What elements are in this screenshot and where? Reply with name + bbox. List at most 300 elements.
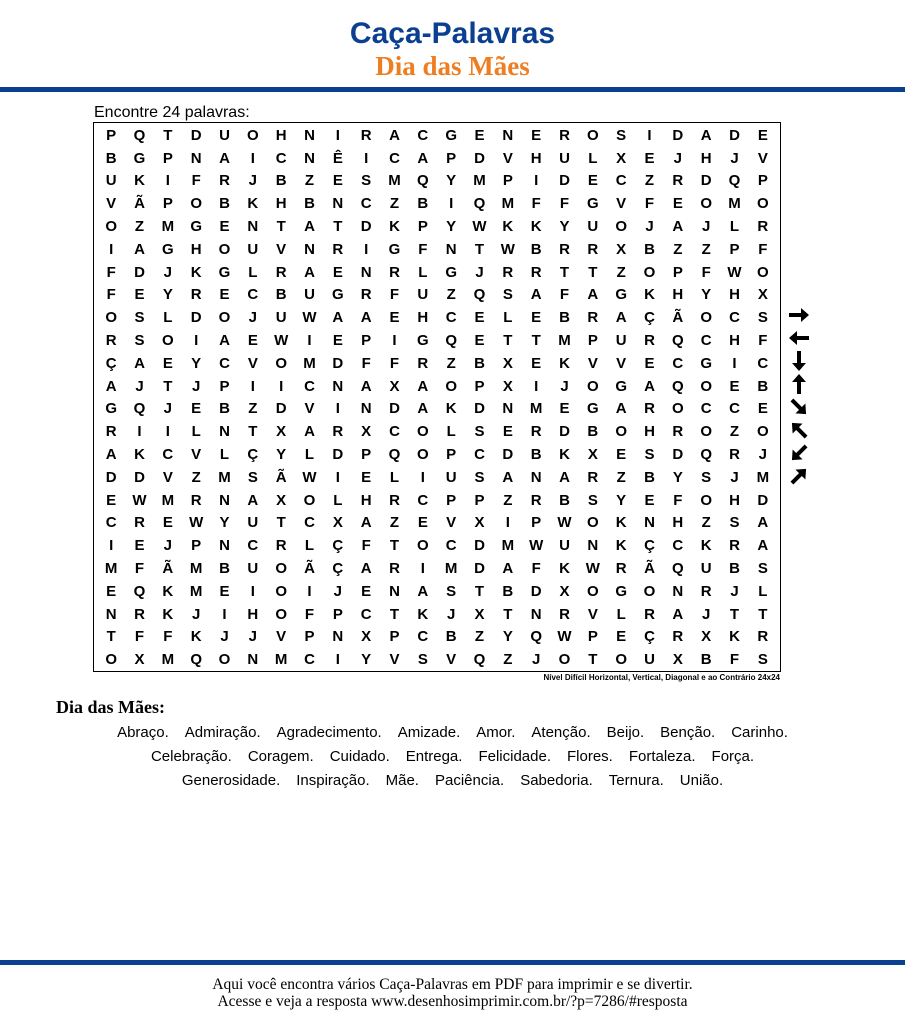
grid-cell: Z [134, 218, 145, 236]
grid-cell: X [276, 491, 287, 509]
grid-cell: E [389, 309, 400, 327]
grid-cell: F [134, 628, 145, 646]
grid-cell: A [304, 218, 315, 236]
grid-cell: Q [416, 172, 429, 190]
grid-cell: N [304, 240, 315, 258]
grid-cell: W [302, 468, 317, 486]
grid-cell: R [332, 240, 344, 258]
grid-cell: R [389, 491, 400, 509]
grid-cell: R [190, 491, 202, 509]
grid-cell: S [644, 445, 655, 463]
grid-cell: A [360, 309, 372, 327]
grid-cell: E [134, 286, 145, 304]
grid-cell: Z [701, 514, 711, 532]
grid-cell: V [446, 514, 457, 532]
grid-cell: P [474, 491, 485, 509]
grid-cell: J [191, 605, 201, 623]
grid-cell: P [531, 514, 542, 532]
grid-cell: L [333, 491, 343, 509]
grid-cell: R [672, 172, 684, 190]
grid-cell: F [418, 240, 428, 258]
word-item: Atenção. [531, 724, 591, 741]
grid-cell: C [389, 149, 400, 167]
grid-cell: Q [671, 559, 684, 577]
grid-cell: O [586, 126, 599, 144]
word-item: Felicidade. [478, 748, 551, 765]
grid-cell: D [134, 263, 145, 281]
grid-cell: F [304, 605, 315, 623]
grid-cell: M [104, 559, 118, 577]
grid-cell: C [672, 354, 684, 372]
grid-cell: B [559, 309, 570, 327]
grid-cell: E [672, 195, 683, 213]
grid-cell: T [588, 651, 598, 669]
grid-cell: J [446, 605, 456, 623]
grid-cell: B [219, 195, 230, 213]
grid-cell: S [757, 309, 768, 327]
grid-cell: C [105, 514, 117, 532]
grid-cell: B [530, 445, 542, 463]
grid-cell: A [417, 149, 429, 167]
grid-cell: V [757, 149, 768, 167]
grid-cell: S [616, 126, 627, 144]
grid-cell: C [360, 195, 372, 213]
grid-cell: D [474, 400, 485, 418]
word-item: Agradecimento. [276, 724, 382, 741]
grid-cell: J [163, 263, 172, 281]
grid-cell: P [672, 263, 683, 281]
grid-cell: Q [133, 582, 146, 600]
grid-cell: N [219, 537, 230, 555]
grid-cell: Y [276, 445, 287, 463]
grid-cell: V [276, 240, 287, 258]
grid-cell: I [194, 332, 199, 349]
grid-cell: H [644, 423, 655, 441]
grid-cell: Q [133, 400, 146, 418]
grid-cell: X [361, 628, 372, 646]
grid-cell: K [247, 195, 259, 213]
grid-cell: Ç [105, 354, 117, 372]
grid-cell: N [360, 263, 372, 281]
word-item: Mãe. [385, 772, 419, 789]
grid-cell: E [332, 263, 343, 281]
grid-cell: E [219, 582, 230, 600]
grid-cell: J [701, 605, 711, 623]
grid-cell: F [361, 354, 371, 372]
grid-cell: M [161, 491, 175, 509]
grid-cell: R [700, 582, 712, 600]
grid-cell: H [729, 491, 740, 509]
grid-cell: O [218, 309, 231, 327]
grid-cell: G [190, 218, 202, 236]
grid-cell: U [247, 559, 259, 577]
word-list-title: Dia das Mães: [56, 697, 165, 717]
grid-cell: Y [701, 286, 712, 304]
grid-cell: Z [389, 514, 400, 532]
grid-cell: B [644, 468, 655, 486]
grid-cell: J [730, 149, 739, 167]
grid-cell: E [531, 309, 542, 327]
grid-cell: B [275, 172, 287, 190]
grid-cell: V [446, 651, 457, 669]
word-item: Admiração. [184, 724, 261, 741]
grid-cell: B [445, 628, 457, 646]
grid-cell: I [420, 559, 425, 577]
grid-cell: X [502, 354, 513, 372]
word-item: Benção. [660, 724, 716, 741]
grid-cell: M [303, 354, 316, 372]
grid-cell: J [191, 377, 201, 395]
grid-cell: H [360, 491, 372, 509]
grid-cell: B [729, 559, 740, 577]
grid-cell: W [557, 514, 572, 532]
grid-cell: O [218, 240, 231, 258]
grid-cell: E [644, 491, 655, 509]
grid-cell: L [304, 537, 315, 555]
grid-cell: M [274, 651, 288, 669]
grid-cell: T [503, 332, 513, 349]
grid-cell: L [446, 423, 456, 441]
grid-cell: O [246, 126, 259, 144]
grid-cell: T [474, 240, 485, 258]
grid-cell: E [616, 445, 627, 463]
grid-cell: R [729, 445, 740, 463]
grid-cell: D [474, 149, 485, 167]
page-title: Caça-Palavras [349, 17, 556, 50]
grid-cell: P [361, 332, 372, 349]
grid-cell: R [530, 423, 542, 441]
grid-cell: C [360, 605, 372, 623]
grid-cell: E [162, 514, 173, 532]
grid-cell: O [416, 423, 429, 441]
grid-cell: D [190, 126, 202, 144]
grid-cell: M [444, 559, 458, 577]
grid-cell: V [276, 628, 287, 646]
grid-cell: X [672, 651, 683, 669]
grid-cell: O [756, 195, 769, 213]
grid-cell: D [672, 445, 684, 463]
grid-cell: O [700, 195, 712, 213]
grid-cell: M [756, 468, 770, 486]
grid-cell: E [474, 126, 485, 144]
grid-cell: D [275, 400, 287, 418]
grid-cell: H [672, 514, 684, 532]
grid-cell: X [587, 445, 598, 463]
word-item: Coragem. [247, 748, 314, 765]
grid-cell: E [247, 332, 258, 349]
grid-cell: E [219, 218, 230, 236]
grid-cell: L [304, 445, 315, 463]
grid-cell: B [219, 400, 230, 418]
grid-cell: H [672, 286, 684, 304]
grid-cell: U [304, 286, 315, 304]
grid-cell: N [304, 126, 315, 144]
grid-cell: I [307, 582, 312, 600]
grid-cell: E [757, 126, 768, 144]
word-item: Beijo. [606, 724, 645, 741]
grid-cell: T [531, 332, 541, 349]
grid-cell: U [587, 218, 599, 236]
grid-cell: J [475, 263, 484, 281]
grid-cell: D [134, 468, 145, 486]
grid-cell: J [220, 628, 229, 646]
grid-cell: P [757, 172, 768, 190]
grid-cell: O [416, 537, 429, 555]
grid-cell: F [191, 172, 201, 190]
grid-cell: R [502, 263, 514, 281]
grid-cell: U [445, 468, 457, 486]
grid-cell: V [106, 195, 117, 213]
grid-cell: Q [473, 651, 486, 669]
grid-cell: Z [644, 172, 655, 190]
grid-cell: K [162, 605, 174, 623]
grid-cell: Ã [134, 195, 145, 213]
footer-link-text: Acesse e veja a resposta www.desenhosimprimir.com.br/?p=7286/#resposta [217, 993, 688, 1010]
grid-cell: R [559, 605, 570, 623]
grid-cell: R [530, 491, 542, 509]
grid-cell: P [587, 628, 598, 646]
grid-cell: B [275, 286, 287, 304]
grid-cell: P [162, 195, 173, 213]
grid-cell: Q [530, 628, 542, 646]
grid-cell: U [700, 559, 712, 577]
grid-cell: O [700, 377, 712, 395]
grid-cell: H [247, 605, 259, 623]
grid-cell: B [105, 149, 117, 167]
grid-cell: W [472, 218, 487, 236]
grid-cell: I [250, 377, 255, 395]
grid-cell: J [560, 377, 569, 395]
grid-cell: M [218, 468, 231, 486]
grid-cell: X [276, 423, 287, 441]
grid-cell: O [700, 309, 712, 327]
grid-cell: Ã [672, 309, 684, 327]
grid-cell: D [389, 400, 400, 418]
grid-cell: K [134, 172, 145, 190]
grid-cell: D [360, 218, 372, 236]
grid-cell: E [502, 423, 513, 441]
grid-cell: I [165, 423, 170, 441]
grid-cell: E [106, 491, 117, 509]
grid-cell: Y [616, 491, 627, 509]
grid-cell: D [729, 126, 740, 144]
grid-cell: Y [559, 218, 570, 236]
grid-cell: Q [671, 332, 684, 349]
grid-cell: I [335, 126, 340, 144]
grid-cell: P [361, 445, 372, 463]
grid-cell: A [304, 263, 315, 281]
grid-cell: L [418, 263, 428, 281]
grid-cell: O [558, 651, 571, 669]
grid-cell: K [417, 605, 429, 623]
grid-cell: U [644, 651, 655, 669]
grid-cell: R [389, 559, 400, 577]
grid-cell: Ã [644, 559, 655, 577]
grid-cell: M [161, 651, 175, 669]
grid-cell: S [474, 468, 485, 486]
grid-cell: U [247, 514, 259, 532]
grid-cell: T [248, 423, 258, 441]
grid-cell: A [360, 559, 372, 577]
word-list-line [0, 748, 905, 766]
grid-cell: O [105, 218, 117, 236]
grid-cell: P [219, 377, 230, 395]
grid-cell: N [530, 605, 542, 623]
grid-cell: Y [219, 514, 230, 532]
grid-cell: F [163, 628, 173, 646]
word-item: Inspiração. [296, 772, 370, 789]
grid-cell: Z [673, 240, 683, 258]
grid-cell: C [304, 514, 315, 532]
grid-cell: H [729, 332, 740, 349]
grid-cell: J [248, 309, 257, 327]
grid-cell: S [701, 468, 712, 486]
grid-cell: N [332, 628, 344, 646]
grid-cell: C [615, 172, 627, 190]
grid-cell: X [134, 651, 145, 669]
grid-cell: H [417, 309, 429, 327]
grid-cell: Z [701, 240, 711, 258]
grid-cell: Z [191, 468, 201, 486]
grid-cell: F [389, 286, 400, 304]
grid-cell: O [643, 263, 656, 281]
grid-cell: Ç [247, 445, 259, 463]
grid-cell: D [559, 172, 570, 190]
grid-cell: A [219, 149, 230, 167]
grid-cell: F [644, 195, 655, 213]
grid-cell: L [729, 218, 740, 236]
grid-cell: W [500, 240, 515, 258]
grid-cell: P [106, 126, 117, 144]
grid-cell: T [729, 605, 740, 623]
grid-cell: N [389, 582, 400, 600]
grid-cell: A [134, 354, 145, 372]
grid-cell: P [332, 605, 343, 623]
grid-cell: P [446, 149, 457, 167]
grid-cell: O [756, 263, 769, 281]
grid-cell: J [673, 149, 682, 167]
grid-cell: I [307, 332, 312, 349]
grid-cell: P [587, 332, 598, 349]
grid-cell: W [557, 628, 572, 646]
grid-cell: I [534, 377, 539, 395]
direction-legend [785, 304, 813, 487]
grid-cell: E [191, 400, 202, 418]
grid-cell: D [502, 445, 514, 463]
grid-cell: Q [388, 445, 401, 463]
grid-cell: A [417, 582, 429, 600]
grid-cell: F [531, 559, 541, 577]
grid-cell: D [105, 468, 117, 486]
grid-cell: D [672, 126, 684, 144]
grid-cell: A [360, 377, 372, 395]
grid-cell: Q [728, 172, 741, 190]
grid-cell: E [587, 172, 598, 190]
grid-cell: C [672, 537, 684, 555]
grid-cell: U [219, 126, 230, 144]
grid-cell: U [275, 309, 287, 327]
grid-cell: A [672, 218, 684, 236]
grid-cell: C [162, 445, 174, 463]
grid-cell: E [616, 628, 627, 646]
footer-text: Aqui você encontra vários Caça-Palavras em PDF para imprimir e se divertir. [212, 976, 693, 993]
grid-cell: N [247, 218, 259, 236]
header-divider [0, 87, 905, 92]
grid-cell: Ã [304, 559, 315, 577]
grid-cell: E [417, 514, 428, 532]
grid-cell: I [279, 377, 284, 395]
grid-cell: I [505, 514, 510, 532]
grid-cell: S [361, 172, 372, 190]
grid-cell: M [388, 172, 401, 190]
grid-cell: W [529, 537, 544, 555]
grid-cell: H [530, 149, 542, 167]
grid-cell: R [134, 605, 145, 623]
grid-cell: A [417, 377, 429, 395]
grid-cell: O [700, 491, 712, 509]
grid-cell: O [190, 195, 202, 213]
grid-cell: N [502, 126, 514, 144]
grid-cell: R [559, 126, 570, 144]
grid-cell: O [643, 582, 656, 600]
grid-cell: R [332, 423, 344, 441]
grid-cell: D [559, 423, 570, 441]
grid-cell: T [163, 377, 173, 395]
grid-cell: D [190, 309, 202, 327]
grid-cell: T [106, 628, 116, 646]
grid-cell: R [389, 263, 400, 281]
grid-cell: F [701, 263, 711, 281]
grid-cell: H [190, 240, 202, 258]
grid-cell: V [587, 605, 598, 623]
grid-cell: N [502, 400, 514, 418]
grid-cell: A [700, 126, 712, 144]
grid-cell: T [588, 263, 598, 281]
word-list-line [0, 772, 905, 790]
grid-cell: Q [671, 377, 684, 395]
grid-cell: R [587, 468, 599, 486]
grid-cell: X [559, 582, 570, 600]
grid-cell: Y [446, 172, 457, 190]
grid-cell: O [671, 400, 684, 418]
grid-cell: C [417, 628, 429, 646]
grid-cell: V [304, 400, 315, 418]
grid-cell: K [644, 286, 655, 304]
grid-cell: O [105, 309, 117, 327]
grid-cell: P [446, 491, 457, 509]
word-item: Celebração. [150, 748, 232, 765]
grid-cell: J [730, 468, 739, 486]
grid-cell: I [109, 240, 114, 258]
grid-cell: F [134, 559, 145, 577]
grid-cell: K [190, 263, 202, 281]
grid-cell: E [134, 537, 145, 555]
grid-cell: V [616, 195, 627, 213]
grid-cell: O [586, 377, 599, 395]
grid-cell: F [106, 263, 116, 281]
grid-cell: V [616, 354, 627, 372]
grid-cell: K [530, 218, 542, 236]
grid-cell: H [700, 149, 712, 167]
grid-cell: P [502, 172, 513, 190]
grid-cell: P [191, 537, 202, 555]
grid-cell: J [135, 377, 144, 395]
grid-cell: I [420, 468, 425, 486]
grid-cell: K [615, 514, 627, 532]
grid-cell: F [531, 195, 541, 213]
grid-cell: O [303, 491, 316, 509]
grid-cell: A [304, 423, 315, 441]
